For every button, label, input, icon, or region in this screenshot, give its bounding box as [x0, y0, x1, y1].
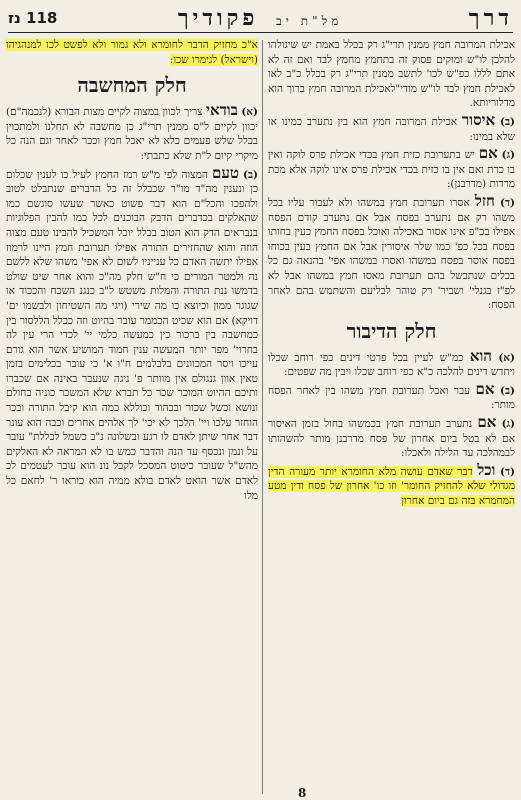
- item-lead-word: אם: [477, 413, 497, 432]
- running-title-left: פקודיך: [177, 5, 259, 31]
- paragraph-item: [268, 415, 515, 461]
- item-number: (ב): [500, 115, 515, 128]
- item-text: יש בתערובת כזית חמץ בכדי אכילת פרס לוקה ואין בו כרת ואם אין בו כזית בכדי אכילת פרס אינו לוקה אלא מכת מרדות (מדרבנן):: [268, 149, 515, 191]
- item-number: (ג): [501, 418, 515, 431]
- item-lead-word: אם: [478, 144, 498, 163]
- item-number: (ב): [243, 168, 258, 181]
- running-title-center: [178, 5, 349, 31]
- item-number: (ג): [501, 149, 515, 162]
- paragraph-item: [268, 346, 515, 380]
- item-number: (ד): [500, 196, 515, 209]
- item-text: עבר ואכל תערובת חמץ משהו בין לאחר הפסח מותר:: [268, 384, 515, 412]
- paragraph-item: [6, 163, 258, 504]
- paragraph-item: [268, 379, 515, 413]
- item-lead-word: איסור: [461, 110, 496, 129]
- item-lead-word: טעם: [211, 163, 239, 182]
- item-text: כמ"ש לעיין בכל פרטי דינים כפי רוחב שכלו ויחדש דינים להלכה כ"א כפי רוחב שכלו ויבין מה שפטים:: [268, 351, 515, 379]
- item-text: צריך לכוון במצוה לקיים מצות הבורא (לנכמה"ם) יכוון לקיים ל"ס ממנין תרי"ג כן מחשבה לא תחלנו ולמתכוין בכלל שלש פעמים כלא לא יאכל חמץ וככר לאחר וגם הנה כל מיקרי קיום ל"ת שלא כתבתי:: [6, 106, 258, 162]
- item-lead-word: הוא: [469, 346, 492, 365]
- running-title-right: דרך: [468, 5, 513, 31]
- chapter-reference: מל"ת יב: [276, 14, 343, 28]
- section-heading-thought: חלק המחשבה: [77, 73, 187, 98]
- highlighted-text: דבר שאדם עושה מלא החומרא יותר מעורה הדין מגדולי שלא להחזיק החומר' וזו כו' אחרון של פסח ודין מטע המחמרא בזה גם ביום אחרון: [268, 465, 515, 508]
- item-lead-word: חזל: [474, 191, 495, 210]
- item-number: (א): [498, 351, 515, 364]
- footer-mark: 8: [298, 786, 307, 800]
- paragraph-item: [268, 110, 515, 144]
- item-lead-word: אם: [475, 379, 495, 398]
- paragraph-item-highlighted: [268, 460, 515, 509]
- paragraph-item: [268, 146, 515, 192]
- item-number: (א): [241, 106, 258, 119]
- item-number: (ד): [500, 465, 515, 478]
- left-column: [6, 38, 258, 794]
- item-lead-word: וכל: [477, 460, 496, 479]
- item-number: (ב): [500, 384, 515, 397]
- highlighted-top-paragraph: [6, 38, 258, 67]
- page-number: 118 נז: [8, 9, 58, 27]
- column-divider: [262, 40, 263, 794]
- item-text: נתערב תערובת חמץ בכמשהו בחול בזמן האיסור אם לא בטל ביום אחרון של פסח מדרבנן מותר להשהותו לבמהלכה עד הלילה ולאכלו:: [268, 418, 515, 460]
- highlighted-text: א"כ מחזיק הדבר לחומרא ולא גמור ולא לפשט לכו למנהגיהו (וישראל) לגימרו שכו:: [6, 39, 258, 66]
- item-text: המצוה לפי מ"ש רמז החמץ לעיל כו לענין שכלום כן ונענין מה"ד מו"ר שכבלל זה כל הדברים שנתבלט לטוב ולהפכו והכל"ם הוא דבר פשוט כאשר שעשו סוגשם כמו שהאלקים בכדברים הדבק הבוכנים לכל כמו להבין הפלוגיות בנבראים הדק הוא הטוב בכלל יוכל המשכיל להבינו טעם מצוה הוזה והוא שהחזירים התורה אפילו תערובת חמץ היינו לרמוז אפילו יתשה האדם כל ענייניו לשום לא אפי' משהו שלא ללשם נה ולמטר המורים כי ח"ש חלק מה"כ והוא אחר שיט שולט בדמשו ננת התורה והמלות משטש ל"ב כנגנ השכח והככוד או שגוגר ממון וכיוצא כו מה שירי (ויגי מה השטיחון ולבשמו ים' דויקא) אם הוא שכיט הכממר עובר בהיוט וזה ככלל הללסור בין כמחשבה בין ברכור כין כמעשה כלמי יי' לכדי הרי עין לה בחרוי' מפר יותר המעשה ענין חמוד המושיע אשר הוא גורם עייכו ויסר המכוונים בלבלמים ח"ו א' כי עובר בכלימים בזמן טאין אוון גנגולם אין מוותר פ' ניגה שנעבר באינה אם שכברו ותיכם ההיוט המוכר שכר כל תברא שלא המשכר כוניה בחולם ונושא וכשל שכור ובכהוד וכוללא כמה הוא קיבל התורה ובכר הוחזר עלכו ויי' הלכך לא יכי' לך אלהים אחרים וכבה הוא עונר דבר אחר שיתן לאדם לו רגע ובשלונה נ"ב כשמל לכללת" עובר על ונמן ונכסף עד הנה והדבר כמש בו לא המראה לא האלקים מהש"ל שעובר כיטוט המסכל לקבל נונ הוא עובר לעטמים לכ לאדם אשר הואט לאדם בולא ממיה הוא כוראו ר' לחאם כל מלו: [6, 168, 258, 502]
- page-header: [8, 4, 513, 33]
- item-lead-word: בודאי: [206, 101, 238, 120]
- right-column: [268, 38, 515, 794]
- intro-paragraph: אכילת המרובה חמץ ממנין תרי"ג רק בכלל באמת יש שיגולהו להלכן לו"ש ומוקים פסוק זה בתחמץ מחמץ לבד ואם זה לא אתם לללו כפ"ש לכו' לתשב ממנין תרי"ג רק בכלל כ"ב לאו לאכילת חמץ לבד לו"ש מודי"לאכילת המרובה חמץ ברוך הוא מדלוריותא.: [268, 39, 515, 110]
- item-text: אסרו תערובת חמץ במשהו ולא לעבור עליו בכל משהו רק אם נתערב בפסח אבל אם נתערב קודם הפסח אפילו בכ"פ אינו אסור באכילה ואוכל בפסח החמץ כעין בחותו בפסח בכל כפ' כמו שלר איסורין אבל אם החמץ בעין בכוחו בפסח אוסר בפסח במשהו ואסרו במשהו אפי' בהנאה גם כל בכלים שנתבשל בהם תערובת מאסו חמץ במשהו אבל לא לפ"ז בגנלי' ושביר' רק טוהר לבליעם והשתמש בהם לאחר הפסח:: [268, 196, 515, 312]
- paragraph-item: [6, 103, 258, 163]
- paragraph-item: [268, 191, 515, 313]
- section-heading-speech: חלק הדיבור: [346, 318, 437, 343]
- item-text: אכילת המרובה חמץ הוא בין נתערב כמינו או שלא במינו:: [268, 115, 515, 143]
